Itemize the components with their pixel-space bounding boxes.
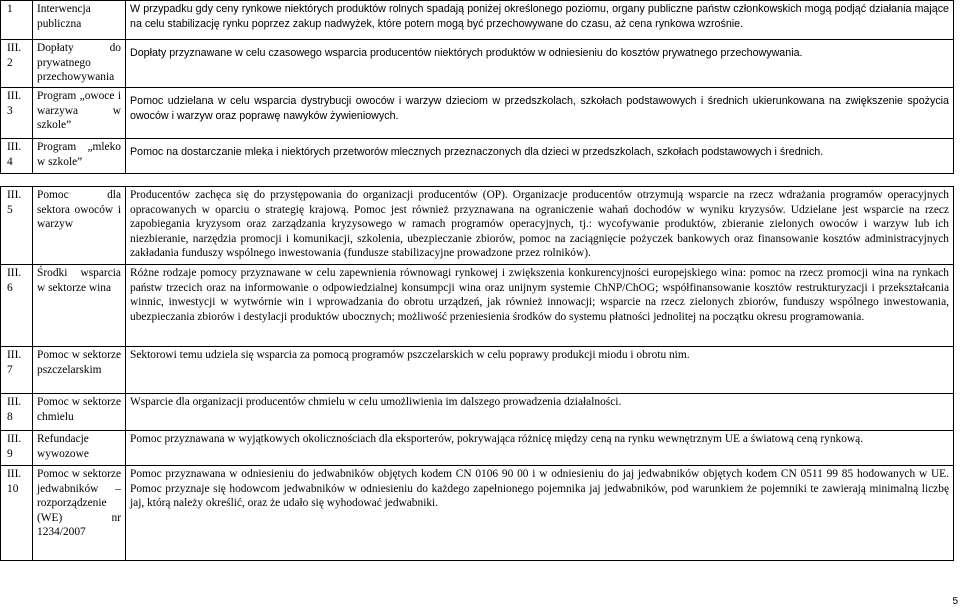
measure-name: Program „owoce i warzywa w szkole” xyxy=(33,88,126,139)
table-row xyxy=(1,139,954,174)
row-number: III. 8 xyxy=(1,394,33,431)
measure-description: W przypadku gdy ceny rynkowe niektórych produktów rolnych spadają poniżej określonego poziomu, organy publiczne państw członkowskich mogą podjąć działania mające na celu stabilizację rynku poprzez zakup nadwyżek, które potem mogą być przechowywane do czasu, aż cena rynkowa wzrośnie. xyxy=(126,1,954,40)
measure-description: Pomoc udzielana w celu wsparcia dystrybucji owoców i warzyw dzieciom w przedszkolach, szkołach podstawowych i średnich ukierunkowana na zwiększenie spożycia owoców i warzyw oraz poprawę nawyków żywieniowych. xyxy=(126,88,954,139)
measure-description: Wsparcie dla organizacji producentów chmielu w celu umożliwienia im dalszego prowadzenia działalności. xyxy=(126,394,954,431)
measure-name: Program „mleko w szkole” xyxy=(33,139,126,174)
row-number: III. 4 xyxy=(1,139,33,174)
measure-description: Dopłaty przyznawane w celu czasowego wsparcia producentów niektórych produktów w odniesieniu do kosztów prywatnego przechowywania. xyxy=(126,40,954,88)
row-number: III. 2 xyxy=(1,40,33,88)
row-number: III. 7 xyxy=(1,347,33,394)
table-row xyxy=(1,40,954,88)
table-row xyxy=(1,431,954,466)
measure-name: Interwencja publiczna xyxy=(33,1,126,40)
table-gap xyxy=(1,174,954,187)
table-row xyxy=(1,394,954,431)
row-number: 1 xyxy=(1,1,33,40)
row-number: III. 3 xyxy=(1,88,33,139)
measure-name: Refundacje wywozowe xyxy=(33,431,126,466)
measure-name: Pomoc w sektorze jedwabników – rozporządzenie (WE) nr 1234/2007 xyxy=(33,466,126,561)
measure-name: Środki wsparcia w sektorze wina xyxy=(33,265,126,347)
table-row xyxy=(1,187,954,265)
table-row xyxy=(1,88,954,139)
row-number: III. 9 xyxy=(1,431,33,466)
measure-description: Sektorowi temu udziela się wsparcia za pomocą programów pszczelarskich w celu poprawy produkcji miodu i obrotu nim. xyxy=(126,347,954,394)
measure-description: Producentów zachęca się do przystępowania do organizacji producentów (OP). Organizacje producentów otrzymują wsparcie na rzecz wdrażania programów operacyjnych opracowanych w oparciu o strategię krajową. Pomoc jest również przyznawana na ograniczenie wahań dochodów w wyniku kryzysów. Udzielane jest wsparcie na rzecz zapobiegania kryzysom oraz zarządzania kryzysowego w ramach programów operacyjnych, tj.: wycofywanie produktów, zbieranie zielonych owoców i warzyw lub ich niezbieranie, narzędzia promocji i komunikacji, szkolenia, ubezpieczanie zbiorów, pomoc na zaciągnięcie pożyczek bankowych oraz finansowanie kosztów administracyjnych zakładania funduszy wspólnego inwestowania (fundusze stabilizacyjne prowadzone przez rolników). xyxy=(126,187,954,265)
measure-name: Dopłaty do prywatnego przechowywania xyxy=(33,40,126,88)
measure-description: Pomoc przyznawana w odniesieniu do jedwabników objętych kodem CN 0106 90 00 i w odniesieniu do jaj jedwabników objętych kodem CN 0511 99 85 hodowanych w UE. Pomoc przyznaje się hodowcom jedwabników w odniesieniu do każdego zapełnionego pojemnika jaj jedwabników, pod warunkiem że pojemniki te zawierają minimalną liczbę jaj, którą należy określić, oraz że udało się wyhodować jedwabniki. xyxy=(126,466,954,561)
measure-description: Pomoc przyznawana w wyjątkowych okolicznościach dla eksporterów, pokrywająca różnicę między ceną na rynku wewnętrznym UE a światową ceną rynkową. xyxy=(126,431,954,466)
measure-description: Różne rodzaje pomocy przyznawane w celu zapewnienia równowagi rynkowej i zwiększenia konkurencyjności europejskiego wina: pomoc na rzecz promocji wina na rynkach państw trzecich oraz na informowanie o odpowiedzialnej konsumpcji wina oraz unijnym systemie ChNP/ChOG; współfinansowanie kosztów restrukturyzacji i przekształcania winnic, inwestycji w wytwórnie win i wprowadzania do obrotu urządzeń, jak również innowacji; wsparcie na rzecz zielonych zbiorów, funduszy wspólnego inwestowania, ubezpieczania zbiorów i destylacji produktów ubocznych; możliwość przeniesienia środków do systemu płatności jednolitej na początku okresu programowania. xyxy=(126,265,954,347)
table-row xyxy=(1,265,954,347)
row-number: III. 10 xyxy=(1,466,33,561)
page-number: 5 xyxy=(952,596,958,607)
table-row xyxy=(1,1,954,40)
measure-name: Pomoc dla sektora owoców i warzyw xyxy=(33,187,126,265)
row-number: III. 5 xyxy=(1,187,33,265)
table-row xyxy=(1,347,954,394)
row-number: III. 6 xyxy=(1,265,33,347)
measure-name: Pomoc w sektorze pszczelarskim xyxy=(33,347,126,394)
measure-name: Pomoc w sektorze chmielu xyxy=(33,394,126,431)
table-row xyxy=(1,466,954,561)
measure-description: Pomoc na dostarczanie mleka i niektórych przetworów mlecznych przeznaczonych dla dzieci w przedszkolach, szkołach podstawowych i średnich. xyxy=(126,139,954,174)
